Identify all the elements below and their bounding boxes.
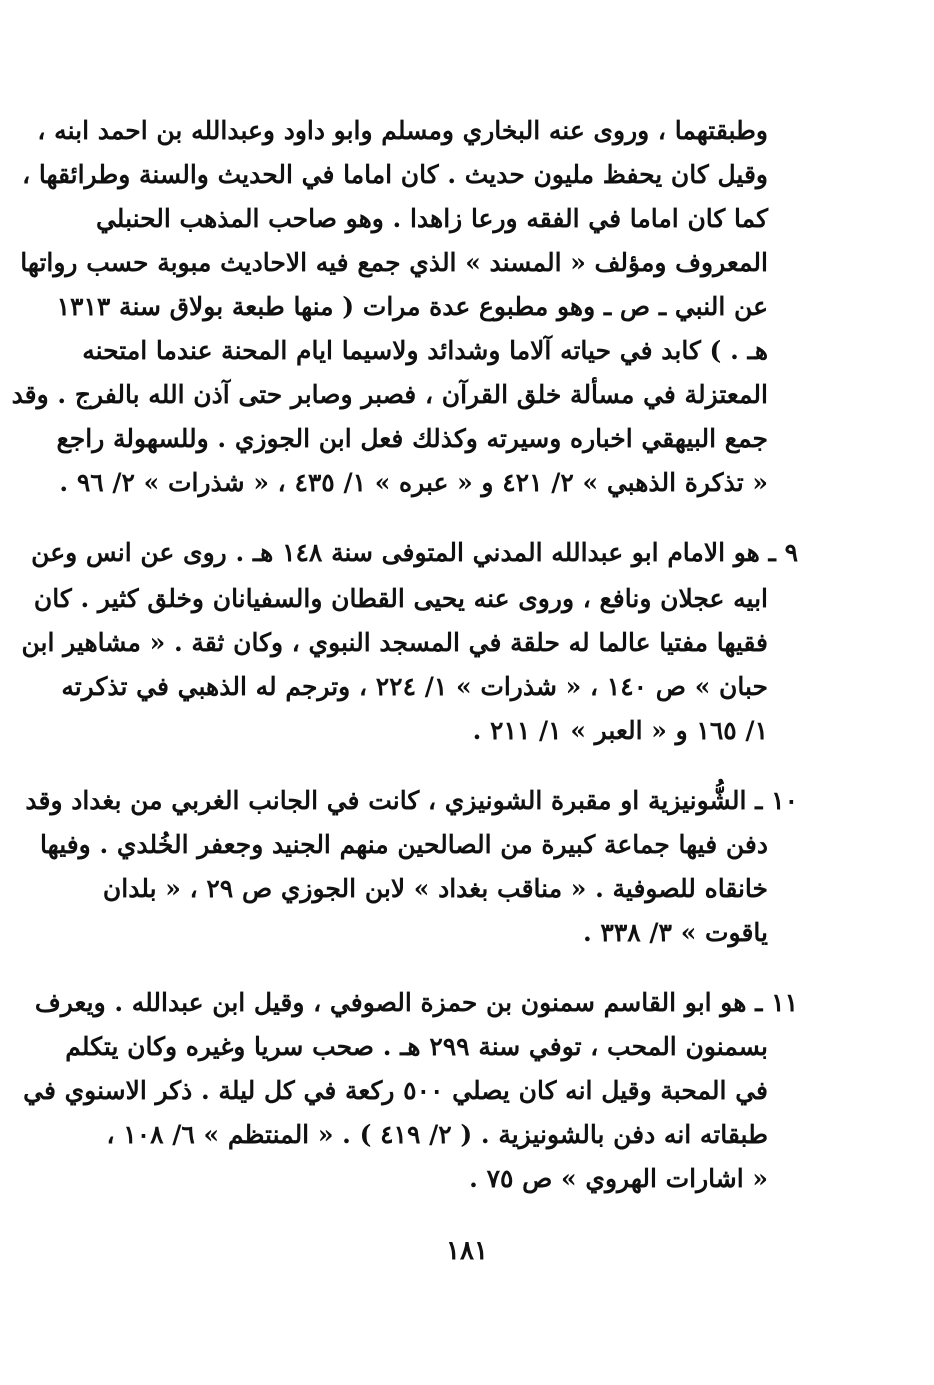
footnote-line: ١١ ـ هو ابو القاسم سمنون بن حمزة الصوفي ، وقيل ابن عبدالله . ويعرف xyxy=(34,988,798,1017)
footnote-line: ٩ ـ هو الامام ابو عبدالله المدني المتوفى سنة ١٤٨ هـ . روى عن انس وعن xyxy=(31,538,798,567)
footnote-line: ١٠ ـ الشُّونيزية او مقبرة الشونيزي ، كانت في الجانب الغربي من بغداد وقد xyxy=(25,786,798,815)
footnote-line: بسمنون المحب ، توفي سنة ٢٩٩ هـ . صحب سريا وغيره وكان يتكلم xyxy=(65,1032,768,1061)
footnote-line: حبان » ص ١٤٠ ، « شذرات » ١/ ٢٢٤ ، وترجم له الذهبي في تذكرته xyxy=(61,672,768,701)
footnote-line: دفن فيها جماعة كبيرة من الصالحين منهم الجنيد وجعفر الخُلدي . وفيها xyxy=(40,830,768,859)
footnote-line: فقيها مفتيا عالما له حلقة في المسجد النبوي ، وكان ثقة . « مشاهير ابن xyxy=(21,628,768,657)
text-line: هـ . ) كابد في حياته آلاما وشدائد ولاسيما ايام المحنة عندما امتحنه xyxy=(82,336,768,365)
text-line: المعروف ومؤلف « المسند » الذي جمع فيه الاحاديث مبوبة حسب رواتها xyxy=(20,248,768,277)
page-number: ١٨١ xyxy=(446,1236,488,1266)
footnote-line: ياقوت » ٣/ ٣٣٨ . xyxy=(582,918,768,947)
text-line: جمع البيهقي اخباره وسيرته وكذلك فعل ابن الجوزي . وللسهولة راجع xyxy=(56,424,768,453)
text-line: كما كان اماما في الفقه ورعا زاهدا . وهو صاحب المذهب الحنبلي xyxy=(95,204,768,233)
text-line: وطبقتهما ، وروى عنه البخاري ومسلم وابو داود وعبدالله بن احمد ابنه ، xyxy=(37,116,768,145)
text-line: عن النبي ـ ص ـ وهو مطبوع عدة مرات ( منها طبعة بولاق سنة ١٣١٣ xyxy=(56,292,768,321)
text-line: المعتزلة في مسألة خلق القرآن ، فصبر وصابر حتى آذن الله بالفرج . وقد xyxy=(11,380,768,409)
footnote-line: في المحبة وقيل انه كان يصلي ٥٠٠ ركعة في كل ليلة . ذكر الاسنوي في xyxy=(23,1076,768,1105)
footnote-line: ١/ ١٦٥ و « العبر » ١/ ٢١١ . xyxy=(472,716,768,745)
text-line: « تذكرة الذهبي » ٢/ ٤٢١ و « عبره » ١/ ٤٣٥ ، « شذرات » ٢/ ٩٦ . xyxy=(59,468,768,497)
footnote-line: « اشارات الهروي » ص ٧٥ . xyxy=(469,1164,768,1193)
footnote-line: خانقاه للصوفية . « مناقب بغداد » لابن الجوزي ص ٢٩ ، « بلدان xyxy=(102,874,768,903)
text-line: وقيل كان يحفظ مليون حديث . كان اماما في الحديث والسنة وطرائقها ، xyxy=(22,160,768,189)
footnote-line: طبقاته انه دفن بالشونيزية . ( ٢/ ٤١٩ ) . « المنتظم » ٦/ ١٠٨ ، xyxy=(106,1120,768,1149)
footnote-line: ابيه عجلان ونافع ، وروى عنه يحيى القطان والسفيانان وخلق كثير . كان xyxy=(33,584,768,613)
